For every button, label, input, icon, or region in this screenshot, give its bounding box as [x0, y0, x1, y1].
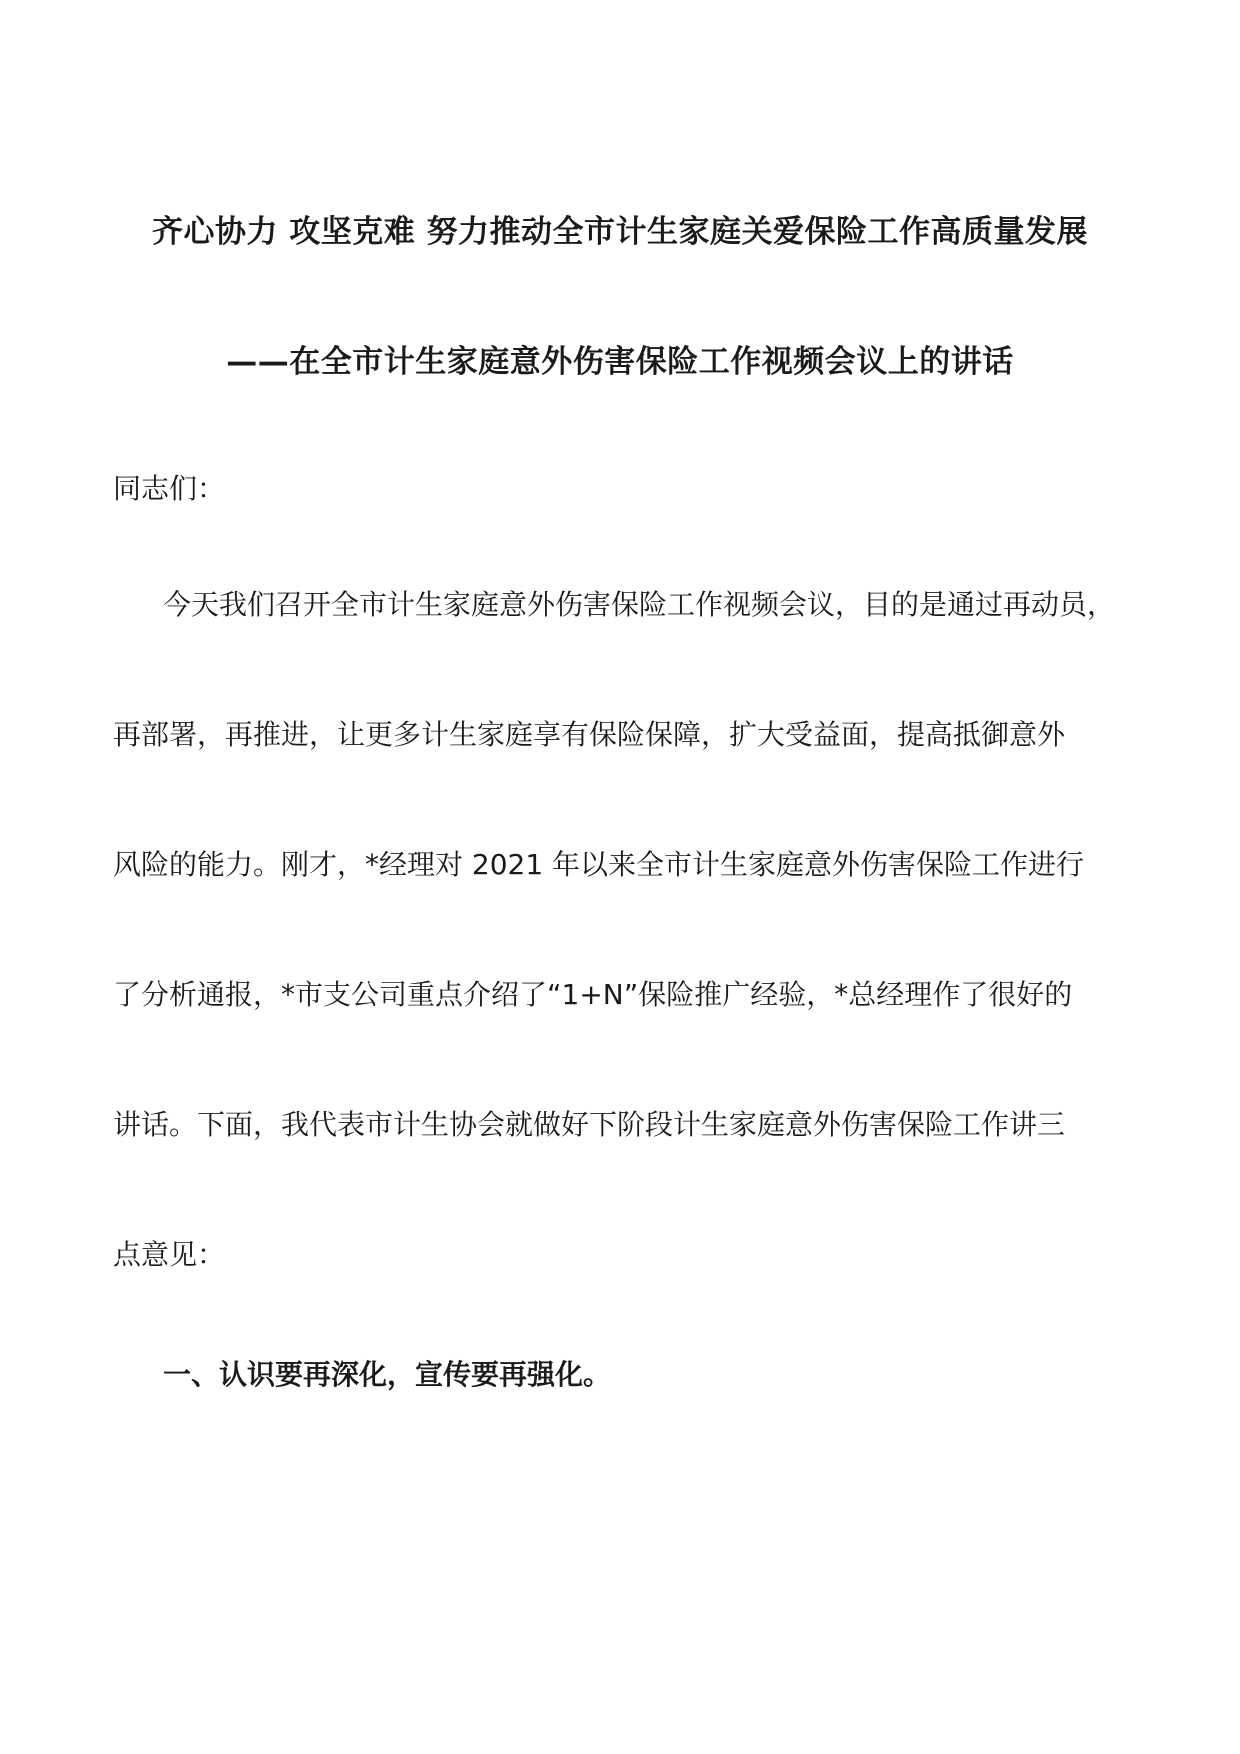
section-heading: 一、认识要再深化，宣传要再强化。: [163, 1358, 612, 1391]
paragraph-line: 讲话。下面，我代表市计生协会就做好下阶段计生家庭意外伤害保险工作讲三: [113, 1108, 1066, 1141]
paragraph-line: 了分析通报，*市支公司重点介绍了“1+N”保险推广经验，*总经理作了很好的: [113, 978, 1073, 1011]
salutation: 同志们：: [113, 472, 226, 505]
paragraph-line: 今天我们召开全市计生家庭意外伤害保险工作视频会议，目的是通过再动员，: [163, 588, 1116, 621]
document-title: 齐心协力 攻坚克难 努力推动全市计生家庭关爱保险工作高质量发展: [151, 214, 1089, 250]
paragraph-line: 点意见：: [113, 1238, 226, 1271]
paragraph-line: 风险的能力。刚才，*经理对 2021 年以来全市计生家庭意外伤害保险工作进行: [113, 848, 1085, 881]
document-subtitle: ——在全市计生家庭意外伤害保险工作视频会议上的讲话: [226, 344, 1014, 380]
paragraph-line: 再部署，再推进，让更多计生家庭享有保险保障，扩大受益面，提高抵御意外: [113, 718, 1066, 751]
